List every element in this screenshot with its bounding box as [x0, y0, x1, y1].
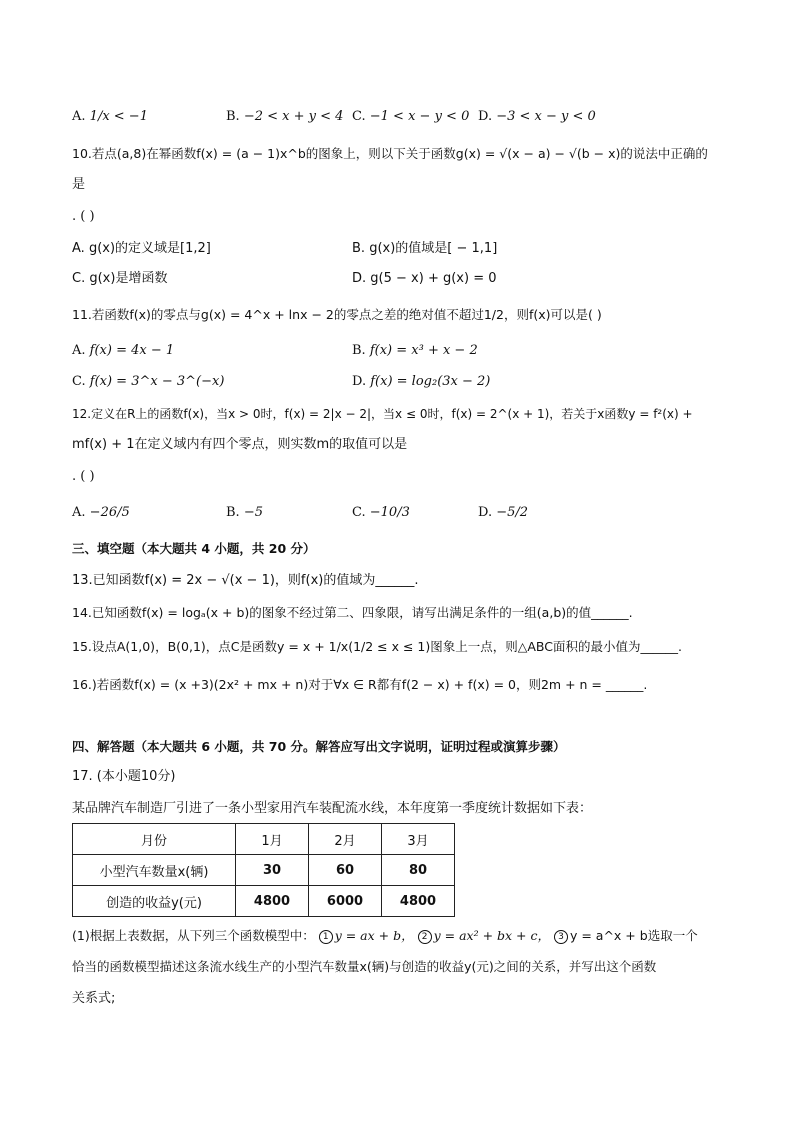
table-header-cell: 3月 [382, 824, 455, 855]
q16-stem: 16.)若函数f(x) = (x +3)(2x² + mx + n)对于∀x ∈ R都有f(2 − x) + f(x) = 0，则2m + n = ______. [72, 677, 648, 692]
q17-part1-line2: 恰当的函数模型描述这条流水线生产的小型汽车数量x(辆)与创造的收益y(元)之间的关系，并写出这个函数 [72, 959, 657, 974]
table-row-label: 创造的收益y(元) [73, 886, 236, 917]
q11-option-c: C. f(x) = 3^x − 3^(−x) [72, 374, 225, 389]
table-cell: 60 [309, 855, 382, 886]
q17-part1-line3: 关系式; [72, 991, 116, 1006]
q13-stem: 13.已知函数f(x) = 2x − √(x − 1)，则f(x)的值域为______. [72, 573, 419, 588]
table-cell: 6000 [309, 886, 382, 917]
table-header-cell: 2月 [309, 824, 382, 855]
q10-stem-line2: 是 [72, 177, 86, 192]
q10-option-b: B. g(x)的值域是[ − 1,1] [352, 241, 498, 256]
q15-stem: 15.设点A(1,0)，B(0,1)，点C是函数y = x + 1/x(1/2 ≤ x ≤ 1)图象上一点，则△ABC面积的最小值为______. [72, 639, 682, 654]
table-header-row [73, 824, 455, 855]
q11-stem: 11.若函数f(x)的零点与g(x) = 4^x + lnx − 2的零点之差的绝对值不超过1/2，则f(x)可以是( ) [72, 307, 602, 322]
circled-number-icon: 1 [319, 930, 333, 944]
circled-number-icon: 2 [418, 930, 432, 944]
q12-option-d: D. −5/2 [478, 505, 529, 520]
table-row [73, 855, 455, 886]
q11-option-d: D. f(x) = log₂(3x − 2) [352, 374, 491, 389]
q12-stem-line2: mf(x) + 1在定义域内有四个零点，则实数m的取值可以是 [72, 437, 408, 452]
q11-option-a: A. f(x) = 4x − 1 [72, 343, 175, 358]
table-cell: 30 [236, 855, 309, 886]
section-3-heading: 三、填空题（本大题共 4 小题，共 20 分） [72, 541, 316, 556]
q12-answer-paren: . ( ) [72, 469, 95, 484]
q10-option-c: C. g(x)是增函数 [72, 271, 168, 286]
q12-option-b: B. −5 [226, 505, 263, 520]
q9-option-a: A. 1/x < −1 [72, 109, 148, 124]
table-header-cell: 月份 [73, 824, 236, 855]
q11-option-b: B. f(x) = x³ + x − 2 [352, 343, 478, 358]
circled-number-icon: 3 [554, 930, 568, 944]
q9-option-c: C. −1 < x − y < 0 [352, 109, 470, 124]
q10-stem-line1: 10.若点(a,8)在幂函数f(x) = (a − 1)x^b的图象上，则以下关于函数g(x) = √(x − a) − √(b − x)的说法中正确的 [72, 146, 708, 161]
q10-option-d: D. g(5 − x) + g(x) = 0 [352, 271, 497, 286]
section-4-heading: 四、解答题（本大题共 6 小题，共 70 分。解答应写出文字说明，证明过程或演算步骤） [72, 739, 566, 754]
table-row [73, 886, 455, 917]
q17-data-table [72, 823, 455, 917]
q9-option-d: D. −3 < x − y < 0 [478, 109, 596, 124]
table-cell: 4800 [382, 886, 455, 917]
table-row-label: 小型汽车数量x(辆) [73, 855, 236, 886]
q10-option-a: A. g(x)的定义域是[1,2] [72, 241, 211, 256]
q12-stem-line1: 12.定义在R上的函数f(x)，当x > 0时，f(x) = 2|x − 2|，当x ≤ 0时，f(x) = 2^(x + 1)，若关于x函数y = f²(x) + [72, 407, 693, 421]
q17-intro: 某品牌汽车制造厂引进了一条小型家用汽车装配流水线，本年度第一季度统计数据如下表： [72, 801, 593, 816]
q12-option-c: C. −10/3 [352, 505, 410, 520]
q10-answer-paren: . ( ) [72, 209, 95, 224]
table-cell: 4800 [236, 886, 309, 917]
table-cell: 80 [382, 855, 455, 886]
q17-part1-line1: (1)根据上表数据，从下列三个函数模型中： 1 y = ax + b， 2 y = ax² + bx + c， 3 y = a^x + b选取一个 [72, 928, 698, 943]
q14-stem: 14.已知函数f(x) = logₐ(x + b)的图象不经过第二、四象限，请写出满足条件的一组(a,b)的值______. [72, 605, 633, 620]
q12-option-a: A. −26/5 [72, 505, 130, 520]
table-header-cell: 1月 [236, 824, 309, 855]
q9-option-b: B. −2 < x + y < 4 [226, 109, 344, 124]
q17-title: 17. (本小题10分) [72, 769, 176, 784]
